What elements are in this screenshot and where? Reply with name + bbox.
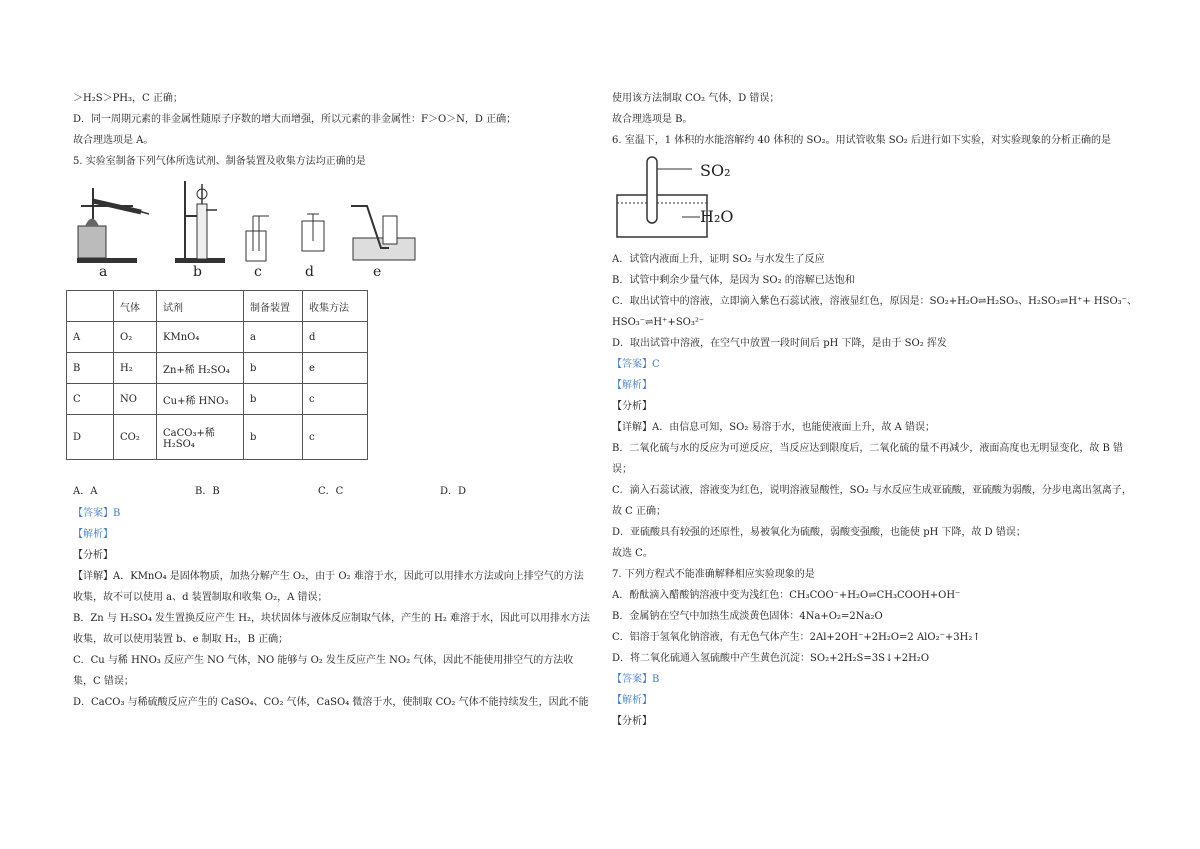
analysis-label: 【解析】 <box>73 529 113 540</box>
table-header-cell: 收集方法 <box>303 291 368 322</box>
option-a: A．A <box>73 486 98 497</box>
detail-a: 【详解】A．由信息可知，SO₂ 易溶于水，也能使液面上升，故 A 错误； <box>612 422 936 433</box>
fenxi-label: 【分析】 <box>612 401 652 412</box>
table-cell: CO₂ <box>114 415 157 460</box>
apparatus-figure <box>73 176 593 284</box>
q7-option-a: A．酚酞滴入醋酸钠溶液中变为浅红色：CH₃COO⁻+H₂O⇌CH₃COOH+OH⁻ <box>612 590 961 601</box>
q6-option-c: C．取出试管中的溶液，立即滴入紫色石蕊试液，溶液显红色，原因是：SO₂+H₂O⇌H₂SO₃、H₂SO₃⇌H⁺+ HSO₃⁻、 <box>612 296 1137 307</box>
table-cell: D <box>67 415 114 460</box>
analysis-label: 【解析】 <box>612 695 652 706</box>
apparatus-a-image <box>73 176 153 271</box>
table-cell: A <box>67 322 114 353</box>
so2-apparatus-image <box>612 153 762 243</box>
table-cell: c <box>303 415 368 460</box>
table-cell: H₂ <box>114 353 157 384</box>
left-column <box>73 88 593 713</box>
answer-label: 【答案】C <box>612 359 660 370</box>
q6-option-a: A．试管内液面上升，证明 SO₂ 与水发生了反应 <box>612 254 825 265</box>
label-e: e <box>373 264 382 280</box>
table-cell: e <box>303 353 368 384</box>
table-header-cell: 气体 <box>114 291 157 322</box>
so2-experiment-figure <box>612 153 1137 245</box>
table-cell: B <box>67 353 114 384</box>
table-cell: CaCO₃+稀 H₂SO₄ <box>157 415 244 460</box>
label-d: d <box>305 264 314 280</box>
question-table <box>66 290 368 460</box>
fenxi-label: 【分析】 <box>612 716 652 727</box>
text-line: 使用该方法制取 CO₂ 气体，D 错误； <box>612 93 780 104</box>
question-7: 7. 下列方程式不能准确解释相应实验现象的是 <box>612 569 815 580</box>
table-cell: KMnO₄ <box>157 322 244 353</box>
label-a: a <box>99 264 108 280</box>
detail-a: 【详解】A．KMnO₄ 是固体物质，加热分解产生 O₂，由于 O₂ 难溶于水，因此可以用排水方法或向上排空气的方法收集，故不可以使用 a、d 装置制取和收集 O₂，A 错误； <box>73 571 584 603</box>
options-row <box>73 482 593 503</box>
answer-label: 【答案】B <box>612 674 660 685</box>
so2-label: SO₂ <box>700 161 731 180</box>
table-cell: NO <box>114 384 157 415</box>
question-6: 6. 室温下，1 体积的水能溶解约 40 体积的 SO₂。用试管收集 SO₂ 后进行如下实验，对实验现象的分析正确的是 <box>612 135 1111 146</box>
table-cell: Cu+稀 HNO₃ <box>157 384 244 415</box>
detail-c: C．滴入石蕊试液，溶液变为红色，说明溶液显酸性，SO₂ 与水反应生成亚硫酸，亚硫酸为弱酸，分步电离出氢离子，故 C 正确； <box>612 485 1132 517</box>
table-cell: c <box>303 384 368 415</box>
text-line: 故合理选项是 B。 <box>612 114 693 125</box>
table-header-cell: 试剂 <box>157 291 244 322</box>
conclusion: 故选 C。 <box>612 548 653 559</box>
label-c: c <box>254 264 262 280</box>
table-cell: O₂ <box>114 322 157 353</box>
apparatus-e-image <box>351 176 421 271</box>
q7-option-d: D．将二氧化硫通入氢硫酸中产生黄色沉淀：SO₂+2H₂S=3S↓+2H₂O <box>612 653 930 664</box>
table-header-cell: 制备装置 <box>244 291 303 322</box>
table-cell: a <box>244 322 303 353</box>
apparatus-b-image <box>173 176 233 271</box>
q6-option-d: D．取出试管中溶液，在空气中放置一段时间后 pH 下降，是由于 SO₂ 挥发 <box>612 338 947 349</box>
text-line: 故合理选项是 A。 <box>73 135 154 146</box>
table-cell: d <box>303 322 368 353</box>
q6-option-c-cont: HSO₃⁻⇌H⁺+SO₃²⁻ <box>612 317 705 328</box>
option-b: B．B <box>195 486 220 497</box>
q7-option-b: B．金属钠在空气中加热生成淡黄色固体：4Na+O₂=2Na₂O <box>612 611 883 622</box>
apparatus-d-image <box>297 176 332 271</box>
table-row <box>67 322 368 353</box>
table-header-cell <box>67 291 114 322</box>
right-column <box>612 88 1137 732</box>
question-5: 5. 实验室制备下列气体所选试剂、制备装置及收集方法均正确的是 <box>73 156 366 167</box>
analysis-label: 【解析】 <box>612 380 652 391</box>
q7-option-c: C．铝溶于氢氧化钠溶液，有无色气体产生：2Al+2OH⁻+2H₂O=2 AlO₂⁻+3H₂↑ <box>612 632 981 643</box>
answer-label: 【答案】B <box>73 508 121 519</box>
table-cell: b <box>244 415 303 460</box>
detail-d: D．亚硫酸具有较强的还原性，易被氧化为硫酸，弱酸变强酸，也能使 pH 下降，故 D 错误； <box>612 527 1026 538</box>
fenxi-label: 【分析】 <box>73 550 113 561</box>
table-cell: b <box>244 384 303 415</box>
table-row <box>67 415 368 460</box>
table-cell: Zn+稀 H₂SO₄ <box>157 353 244 384</box>
apparatus-c-image <box>241 176 276 271</box>
h2o-label: H₂O <box>700 207 734 226</box>
option-c: C．C <box>318 486 344 497</box>
detail-c: C．Cu 与稀 HNO₃ 反应产生 NO 气体，NO 能够与 O₂ 发生反应产生 NO₂ 气体，因此不能使用排空气的方法收集，C 错误； <box>73 655 574 687</box>
text-line: ＞H₂S＞PH₃，C 正确； <box>73 93 183 104</box>
detail-b: B．Zn 与 H₂SO₄ 发生置换反应产生 H₂，块状固体与液体反应制取气体，产生的 H₂ 难溶于水，因此可以用排水方法收集，故可以使用装置 b、e 制取 H₂，B 正确； <box>73 613 591 645</box>
table-row <box>67 384 368 415</box>
table-header-row <box>67 291 368 322</box>
option-d: D．D <box>440 486 467 497</box>
detail-d: D．CaCO₃ 与稀硫酸反应产生的 CaSO₄、CO₂ 气体，CaSO₄ 微溶于水，使制取 CO₂ 气体不能持续发生，因此不能 <box>73 697 589 708</box>
table-cell: C <box>67 384 114 415</box>
label-b: b <box>193 264 202 280</box>
table-cell: b <box>244 353 303 384</box>
table-row <box>67 353 368 384</box>
text-line: D．同一周期元素的非金属性随原子序数的增大而增强，所以元素的非金属性：F＞O＞N，D 正确； <box>73 114 517 125</box>
q6-option-b: B．试管中剩余少量气体，是因为 SO₂ 的溶解已达饱和 <box>612 275 855 286</box>
detail-b: B．二氧化硫与水的反应为可逆反应，当反应达到限度后，二氧化硫的量不再减少，液面高度也无明显变化，故 B 错误； <box>612 443 1124 475</box>
